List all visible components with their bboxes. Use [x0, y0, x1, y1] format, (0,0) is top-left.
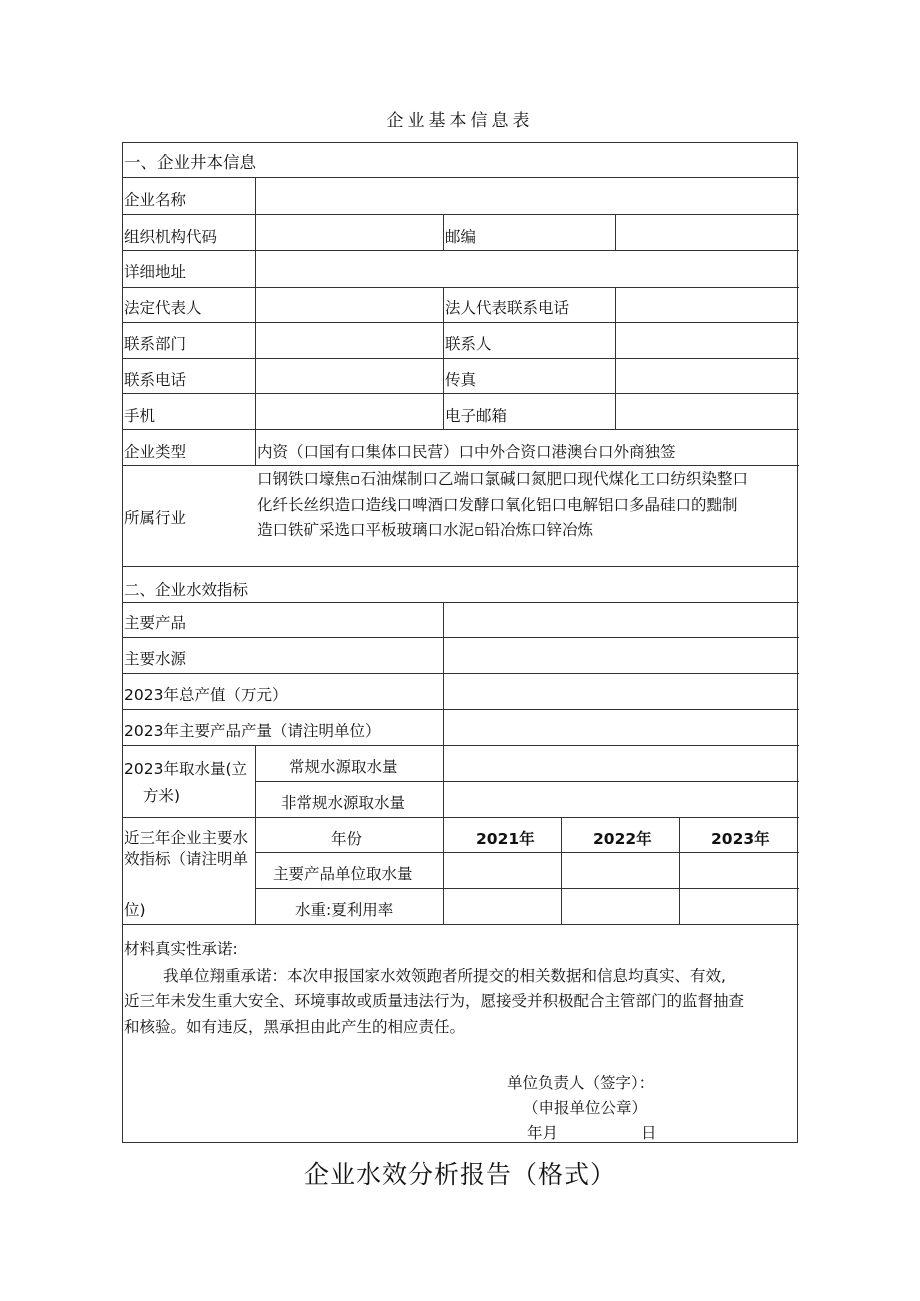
postcode-label: 邮编 [445, 228, 477, 246]
three-year-indicator-label: 近三年企业主要水效指标（请注明单 [124, 829, 249, 868]
company-type-label: 企业类型 [124, 443, 187, 461]
three-year-indicator-label-tail: 位) [124, 901, 146, 919]
section2-heading: 二、企业水效指标 [124, 581, 249, 599]
promise-line3: 和核验。如有违反，黑承担由此产生的相应责任。 [124, 1018, 466, 1036]
email-label: 电子邮箱 [445, 407, 508, 425]
year-2023-header: 2023年 [711, 830, 770, 848]
address-label: 详细地址 [124, 263, 187, 281]
seal-label: （申报单位公章） [523, 1099, 648, 1117]
phone-label: 联系电话 [124, 371, 187, 389]
product-output-label: 2023年主要产品产量（请注明单位） [124, 722, 381, 740]
contact-label: 联系人 [445, 335, 492, 353]
year-2022-header: 2022年 [593, 830, 652, 848]
dept-label: 联系部门 [124, 335, 187, 353]
water-source-label: 主要水源 [124, 650, 187, 668]
fax-label: 传真 [445, 371, 477, 389]
legal-rep-label: 法定代表人 [124, 299, 202, 317]
info-table [122, 142, 798, 1143]
promise-line2: 近三年未发生重大安全、环境事故或质量违法行为，愿接受并积极配合主管部门的监督抽查 [124, 992, 745, 1010]
signature-label: 单位负责人（签字）： [507, 1074, 655, 1092]
legal-phone-label: 法人代表联系电话 [445, 299, 570, 317]
unit-intake-label: 主要产品单位取水量 [273, 865, 413, 883]
nonregular-intake-label: 非常规水源取水量 [281, 794, 406, 812]
reuse-rate-label: 水重:夏利用率 [295, 901, 394, 919]
intake-label-line1: 2023年取水量(立 [124, 760, 247, 778]
company-name-label: 企业名称 [124, 191, 187, 209]
regular-intake-label: 常规水源取水量 [289, 758, 398, 776]
industry-label: 所属行业 [124, 509, 187, 527]
year-column-header: 年份 [331, 830, 363, 848]
report-title: 企业水效分析报告（格式） [303, 1160, 616, 1189]
intake-label-line2: 方米) [143, 787, 181, 805]
industry-options-line3: 造口铁矿采选口平板玻璃口水泥▫铅冶炼口锌冶炼 [257, 521, 594, 539]
total-output-label: 2023年总产值（万元） [124, 686, 288, 704]
company-type-options: 内资（口国有口集体口民营）口中外合资口港澳台口外商独签 [257, 443, 676, 461]
promise-heading: 材料真实性承诺: [124, 940, 238, 958]
industry-options-line1: 口钢铁口壕焦▫石油煤制口乙端口氯碱口氮肥口现代煤化工口纺织染整口 [257, 470, 749, 488]
mobile-label: 手机 [124, 407, 156, 425]
promise-line1: 我单位翔重承诺：本次申报国家水效领跑者所提交的相关数据和信息均真实、有效, [163, 967, 726, 985]
section1-heading: 一、企业井本信息 [124, 153, 256, 172]
year-2021-header: 2021年 [476, 830, 535, 848]
date-day: 日 [641, 1124, 657, 1142]
main-product-label: 主要产品 [124, 614, 187, 632]
org-code-label: 组织机构代码 [124, 228, 218, 246]
date-year-month: 年月 [527, 1124, 559, 1142]
form-title: 企业基本信息表 [386, 111, 534, 131]
industry-options-line2: 化纤长丝织造口造线口啤酒口发酵口氧化铝口电解铝口多晶硅口的黜制 [257, 496, 738, 514]
